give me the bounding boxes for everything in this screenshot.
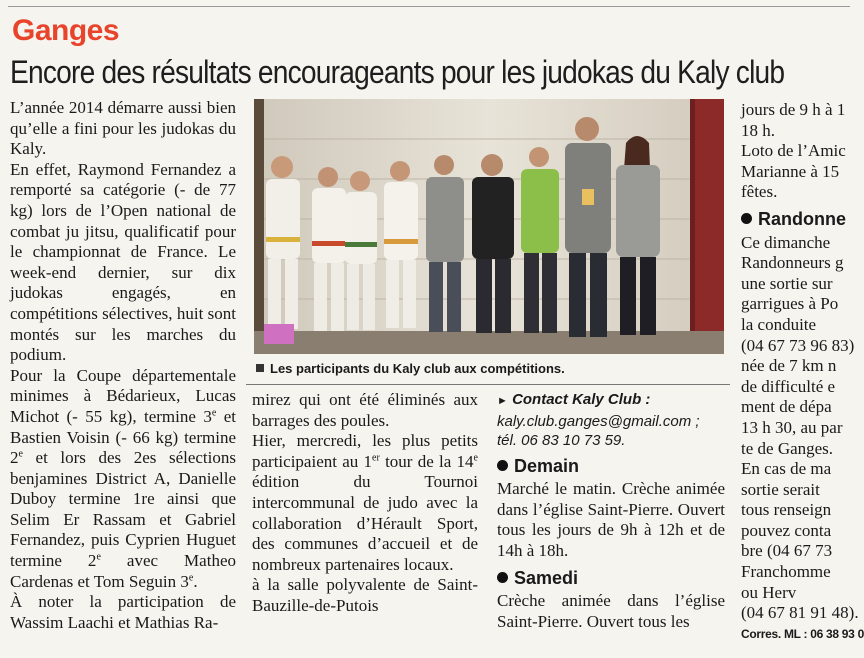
text-line: née de 7 km n xyxy=(741,356,837,376)
text-line: Franchomme xyxy=(741,562,831,582)
divider xyxy=(246,384,730,385)
text-line: te de Ganges. xyxy=(741,438,834,458)
article-column-2 xyxy=(252,390,478,617)
text-line: ou Herv xyxy=(741,582,797,602)
contact-email: kaly.club.ganges@gmail.com ; xyxy=(497,412,700,430)
text-line: la conduite xyxy=(741,314,817,334)
text-line: fêtes. xyxy=(741,182,778,202)
paragraph: L’année 2014 démarre aussi bien qu’elle a fini pour les judokas du Kaly. xyxy=(10,98,236,159)
text-line: tous renseign xyxy=(741,500,832,520)
photo-caption: Les participants du Kaly club aux compétitions. xyxy=(256,361,565,376)
text-line: sortie serait xyxy=(741,479,820,499)
subhead-randonnee: Randonne xyxy=(741,209,853,230)
arrow-icon: ► xyxy=(497,395,508,407)
text-line: garrigues à Po xyxy=(741,294,839,314)
text-line: bre (04 67 73 xyxy=(741,541,833,561)
top-rule xyxy=(8,6,850,7)
section-title: Ganges xyxy=(12,14,120,47)
caption-square-icon xyxy=(256,364,264,372)
judokas-photo xyxy=(254,99,724,354)
article-column-3 xyxy=(497,390,725,632)
article-column-4 xyxy=(741,100,864,644)
text-line: Loto de l’Amic xyxy=(741,141,846,161)
text-line: En cas de ma xyxy=(741,459,832,479)
contact-phone: tél. 06 83 10 73 59. xyxy=(497,431,626,449)
paragraph: Pour la Coupe départementale minimes à Bédarieux, Lucas Michot (- 55 kg), termine 3e et Bastien Voisin (- 66 kg) termine 2e et lors des 2es sélections benjamines District A, Danielle Duboy termine 1re ainsi que Selim Er Rassam et Gabriel Fernandez, puis Cyprien Huguet termine 2e avec Matheo Cardenas et Tom Seguin 3e. xyxy=(10,365,236,591)
paragraph: À noter la participation de Wassim Laachi et Mathias Ra- xyxy=(10,592,236,632)
text-line: 13 h 30, au par xyxy=(741,417,843,437)
text-line: jours de 9 h à 1 xyxy=(741,100,846,119)
paragraph: Hier, mercredi, les plus petits participaient au 1er tour de la 14e édition du Tournoi intercommunal de judo avec la collaboration d’Hérault Sport, des communes d’accueil et de nombreux partenaires locaux. xyxy=(252,431,478,574)
correspondent-credit: Corres. ML : 06 38 93 0 xyxy=(741,626,864,641)
article-column-1 xyxy=(10,98,236,633)
text-line: (04 67 73 96 83) xyxy=(741,335,855,355)
contact-title: ► Contact Kaly Club : xyxy=(497,391,651,408)
subhead-samedi: Samedi xyxy=(497,568,725,589)
text-line: ment de dépa xyxy=(741,397,832,417)
bullet-icon xyxy=(497,460,508,471)
paragraph: Crèche animée dans l’église Saint-Pierre. Ouvert tous les xyxy=(497,591,725,631)
paragraph: mirez qui ont été éliminés aux barrages des poules. xyxy=(252,390,478,430)
text-line: Marianne à 15 xyxy=(741,161,840,181)
text-line: pouvez conta xyxy=(741,520,832,540)
text-line: Ce dimanche xyxy=(741,232,831,252)
text-line: Randonneurs g xyxy=(741,253,844,273)
paragraph: En effet, Raymond Fernandez a remporté sa catégorie (- de 77 kg) lors de l’Open national de combat ju jitsu, qualificatif pour le championnat de France. Le week-end dernier, sur dix judokas engagés, en compétitions sélectives, huit sont montés sur les marches du podium. xyxy=(10,159,236,365)
text-line: (04 67 81 91 48). xyxy=(741,603,859,623)
text-line: de difficulté e xyxy=(741,376,836,396)
bullet-icon xyxy=(741,213,752,224)
bullet-icon xyxy=(497,572,508,583)
text-line: une sortie sur xyxy=(741,273,833,293)
subhead-demain: Demain xyxy=(497,456,725,477)
paragraph: à la salle polyvalente de Saint-Bauzille-de-Putois xyxy=(252,575,478,615)
text-line: 18 h. xyxy=(741,120,775,140)
article-headline: Encore des résultats encourageants pour les judokas du Kaly club xyxy=(10,54,785,90)
paragraph: Marché le matin. Crèche animée dans l’église Saint-Pierre. Ouvert tous les jours de 9h à 12h et de 14h à 18h. xyxy=(497,479,725,560)
